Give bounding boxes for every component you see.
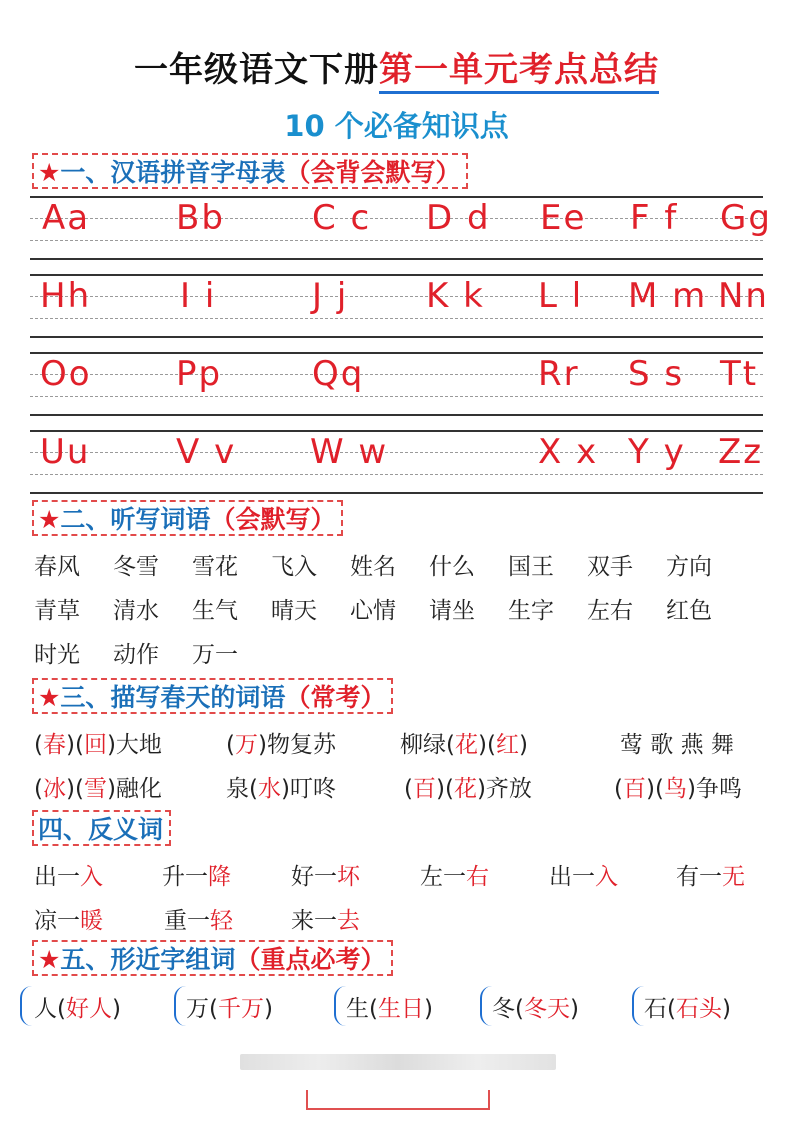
section-5-heading bbox=[32, 940, 393, 976]
section-2-text: 二、听写词语 bbox=[60, 505, 211, 534]
letter-cell: Pp bbox=[176, 354, 223, 394]
letter-cell: J j bbox=[312, 276, 349, 316]
letter-cell: Y y bbox=[628, 432, 686, 472]
word-item: 左右 bbox=[587, 598, 633, 624]
word-item: 双手 bbox=[587, 554, 633, 580]
antonym-pair: 出一入 bbox=[34, 864, 103, 890]
word-item: 方向 bbox=[666, 554, 712, 580]
letter-cell: Nn bbox=[718, 276, 769, 316]
antonym-pair: 出一入 bbox=[549, 864, 618, 890]
similar-char-item: 人(好人) bbox=[34, 996, 121, 1022]
word-item: 生气 bbox=[192, 598, 238, 624]
word-item: 飞入 bbox=[271, 554, 317, 580]
word-item: 生字 bbox=[508, 598, 554, 624]
letter-cell: S s bbox=[628, 354, 685, 394]
section-1-heading bbox=[32, 153, 468, 189]
section-5-text: 五、形近字组词 bbox=[60, 945, 236, 974]
letter-cell: K k bbox=[426, 276, 485, 316]
word-item: 时光 bbox=[34, 642, 80, 668]
letter-cell: Ee bbox=[540, 198, 587, 238]
alphabet-row bbox=[30, 274, 769, 352]
blurred-watermark bbox=[240, 1054, 556, 1070]
antonym-pair: 有一无 bbox=[676, 864, 745, 890]
word-item: 万一 bbox=[192, 642, 238, 668]
star-icon: ★ bbox=[38, 945, 61, 974]
word-item: 动作 bbox=[113, 642, 159, 668]
section-1-note: （会背会默写） bbox=[285, 158, 461, 187]
section-2-heading bbox=[32, 500, 343, 536]
letter-cell: Hh bbox=[40, 276, 92, 316]
spring-phrase: 莺 歌 燕 舞 bbox=[620, 732, 734, 758]
letter-cell: W w bbox=[310, 432, 389, 472]
similar-char-item: 冬(冬天) bbox=[492, 996, 579, 1022]
antonym-pair: 来一去 bbox=[291, 908, 360, 934]
word-item: 清水 bbox=[113, 598, 159, 624]
alphabet-row bbox=[30, 352, 763, 430]
word-item: 心情 bbox=[350, 598, 396, 624]
word-item: 春风 bbox=[34, 554, 80, 580]
section-1-text: 一、汉语拼音字母表 bbox=[60, 158, 286, 187]
page-subtitle: 10 个必备知识点 bbox=[284, 109, 509, 143]
spring-phrase: (春)(回)大地 bbox=[34, 732, 162, 758]
spring-phrase: (冰)(雪)融化 bbox=[34, 776, 162, 802]
star-icon: ★ bbox=[38, 158, 61, 187]
similar-char-item: 生(生日) bbox=[346, 996, 433, 1022]
letter-cell: Uu bbox=[40, 432, 91, 472]
word-item: 雪花 bbox=[192, 554, 238, 580]
letter-cell: Bb bbox=[176, 198, 225, 238]
letter-cell: D d bbox=[426, 198, 491, 238]
letter-cell: Aa bbox=[42, 198, 91, 238]
word-item: 红色 bbox=[666, 598, 712, 624]
alphabet-row bbox=[30, 430, 763, 508]
word-item: 晴天 bbox=[271, 598, 317, 624]
letter-cell: Rr bbox=[538, 354, 580, 394]
letter-cell: M m bbox=[628, 276, 708, 316]
similar-char-item: 万(千万) bbox=[186, 996, 273, 1022]
antonym-pair: 升一降 bbox=[162, 864, 231, 890]
spring-phrase: 柳绿(花)(红) bbox=[400, 732, 528, 758]
section-5-note: （重点必考） bbox=[235, 945, 386, 974]
letter-cell: Gg bbox=[720, 198, 772, 238]
letter-cell: Zz bbox=[718, 432, 764, 472]
letter-cell: F f bbox=[630, 198, 679, 238]
word-item: 青草 bbox=[34, 598, 80, 624]
section-3-heading bbox=[32, 678, 393, 714]
letter-cell: L l bbox=[538, 276, 584, 316]
letter-cell: Qq bbox=[312, 354, 365, 394]
section-2-note: （会默写） bbox=[210, 505, 336, 534]
title-black: 一年级语文下册 bbox=[134, 50, 379, 90]
letter-cell: X x bbox=[538, 432, 599, 472]
letter-cell: V v bbox=[176, 432, 237, 472]
section-4-heading: 四、反义词 bbox=[32, 810, 171, 846]
letter-cell: C c bbox=[312, 198, 372, 238]
similar-char-item: 石(石头) bbox=[644, 996, 731, 1022]
letter-cell: I i bbox=[180, 276, 217, 316]
spring-phrase: (百)(花)齐放 bbox=[404, 776, 532, 802]
word-item: 请坐 bbox=[429, 598, 475, 624]
title-red: 第一单元考点总结 bbox=[379, 50, 659, 94]
page-title bbox=[0, 42, 793, 91]
spring-phrase: 泉(水)叮咚 bbox=[226, 776, 336, 802]
word-item: 国王 bbox=[508, 554, 554, 580]
word-item: 冬雪 bbox=[113, 554, 159, 580]
letter-cell: Oo bbox=[40, 354, 92, 394]
antonym-pair: 好一坏 bbox=[291, 864, 360, 890]
word-item: 姓名 bbox=[350, 554, 396, 580]
word-item: 什么 bbox=[429, 554, 475, 580]
antonym-pair: 凉一暖 bbox=[34, 908, 103, 934]
section-3-text: 三、描写春天的词语 bbox=[60, 683, 286, 712]
spring-phrase: (百)(鸟)争鸣 bbox=[614, 776, 742, 802]
spring-phrase: (万)物复苏 bbox=[226, 732, 336, 758]
letter-cell: Tt bbox=[720, 354, 759, 394]
star-icon: ★ bbox=[38, 505, 61, 534]
star-icon: ★ bbox=[38, 683, 61, 712]
antonym-pair: 重一轻 bbox=[164, 908, 233, 934]
alphabet-row bbox=[30, 196, 772, 274]
antonym-pair: 左一右 bbox=[420, 864, 489, 890]
footer-stamp-box bbox=[306, 1090, 490, 1110]
pinyin-alphabet-table bbox=[30, 196, 772, 508]
section-3-note: （常考） bbox=[285, 683, 386, 712]
